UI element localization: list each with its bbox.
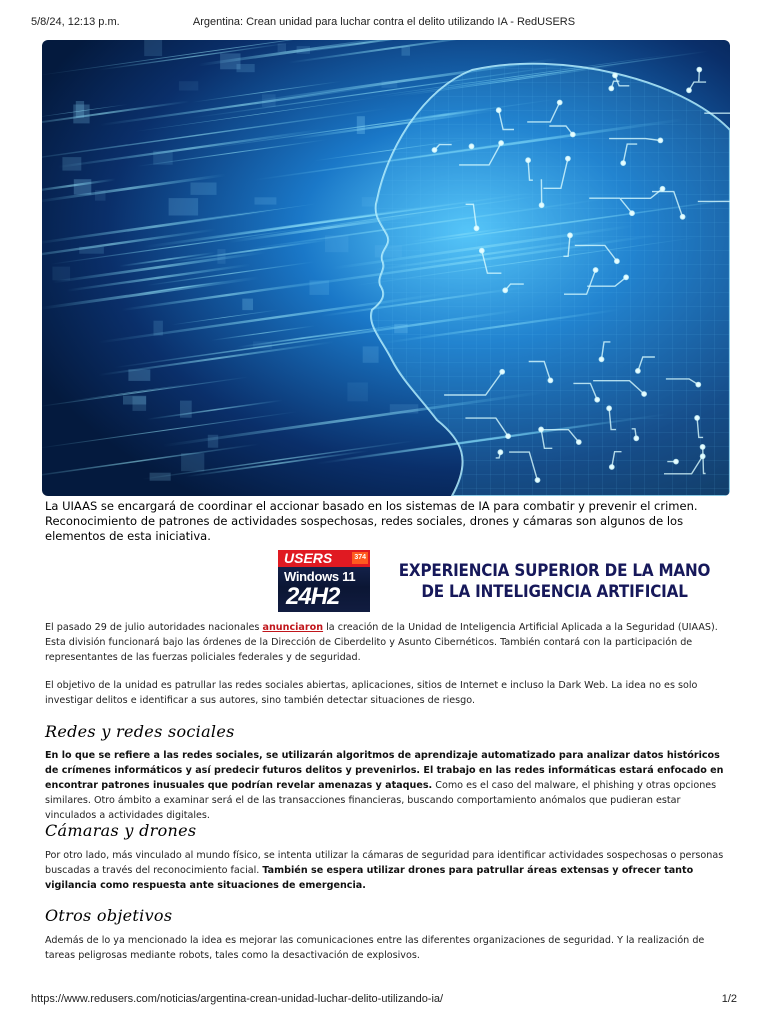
print-footer <box>31 993 737 1007</box>
intro-text-end: la creación de la Unidad de Inteligencia Artificial Aplicada a la Seguridad (UIAAS). Esta división funcionará bajo las órdenes de la Dirección de Ciberdelito y Asunto Cibernéticos. También contará con la participación de representantes de las fuerzas policiales federales y de seguridad. <box>45 622 718 663</box>
image-caption: La UIAAS se encargará de coordinar el accionar basado en los sistemas de IA para combatir y prevenir el crimen. Reconocimiento de patrones de actividades sospechosas, redes sociales, drones y cámaras son algunos de los elementos de esta iniciativa. <box>45 499 698 543</box>
paragraph-intro <box>45 620 725 665</box>
banner-headline-1: EXPERIENCIA SUPERIOR DE LA MANO <box>398 561 711 580</box>
paragraph-objective: El objetivo de la unidad es patrullar las redes sociales abiertas, aplicaciones, sitios de Internet e incluso la Dark Web. La idea no es solo investigar delitos e identificar a sus autores, sino también detectar situaciones de riesgo. <box>45 680 698 706</box>
magazine-cover <box>278 550 370 612</box>
print-page-title: Argentina: Crean unidad para luchar contra el delito utilizando IA - RedUSERS <box>192 16 576 28</box>
page-url: https://www.redusers.com/noticias/argentina-crean-unidad-luchar-delito-utilizando-ia/ <box>31 993 444 1005</box>
paragraph-otros: Además de lo ya mencionado la idea es mejorar las comunicaciones entre las diferentes organizaciones de seguridad. Y la realización de tareas peligrosas mediante robots, tales como la desactivación de explosivos. <box>45 935 705 961</box>
camaras-bold-text: También se espera utilizar drones para patrullar áreas extensas y ofrecer tanto vigilancia como respuesta ante situaciones de emergencia. <box>45 865 694 891</box>
heading-camaras: Cámaras y drones <box>45 821 197 840</box>
anunciaron-link[interactable]: anunciaron <box>262 622 324 633</box>
redes-text: Como es el caso del malware, el phishing y otras opciones similares. Otro ámbito a examinar será el de las transacciones financieras, buscando comportamiento anómalos que pudieran estar vinculados a actividades digitales. <box>45 780 717 821</box>
redes-bold-text: En lo que se refiere a las redes sociales, se utilizarán algoritmos de aprendizaje automatizado para analizar datos históricos de crímenes informáticos y así predecir futuros delitos y prevenirlos. El trabajo en las redes informáticas estará enfocado en encontrar patrones inusuales que podrían revelar amenazas y ataques. <box>45 750 724 791</box>
page-number: 1/2 <box>721 993 737 1005</box>
magazine-brand: USERS <box>278 550 370 567</box>
paragraph-redes <box>45 748 725 823</box>
hero-image <box>42 40 730 496</box>
paragraph-camaras <box>45 848 725 893</box>
ad-banner[interactable] <box>264 550 733 612</box>
ai-circuit-face-image <box>42 40 730 496</box>
issue-badge: 374 <box>352 552 368 564</box>
cover-version: 24H2 <box>286 583 340 610</box>
camaras-text: Por otro lado, más vinculado al mundo físico, se intenta utilizar la cámaras de seguridad para identificar actividades sospechosas o personas buscadas a través del reconocimiento facial. <box>45 850 724 876</box>
heading-otros: Otros objetivos <box>45 906 173 925</box>
heading-redes: Redes y redes sociales <box>45 722 235 741</box>
banner-headline-2: DE LA INTELIGENCIA ARTIFICIAL <box>421 582 688 601</box>
intro-text-start: El pasado 29 de julio autoridades nacionales <box>45 622 263 633</box>
cover-os-title: Windows 11 <box>284 569 356 584</box>
print-header <box>31 16 737 30</box>
print-datetime: 5/8/24, 12:13 p.m. <box>31 16 120 28</box>
